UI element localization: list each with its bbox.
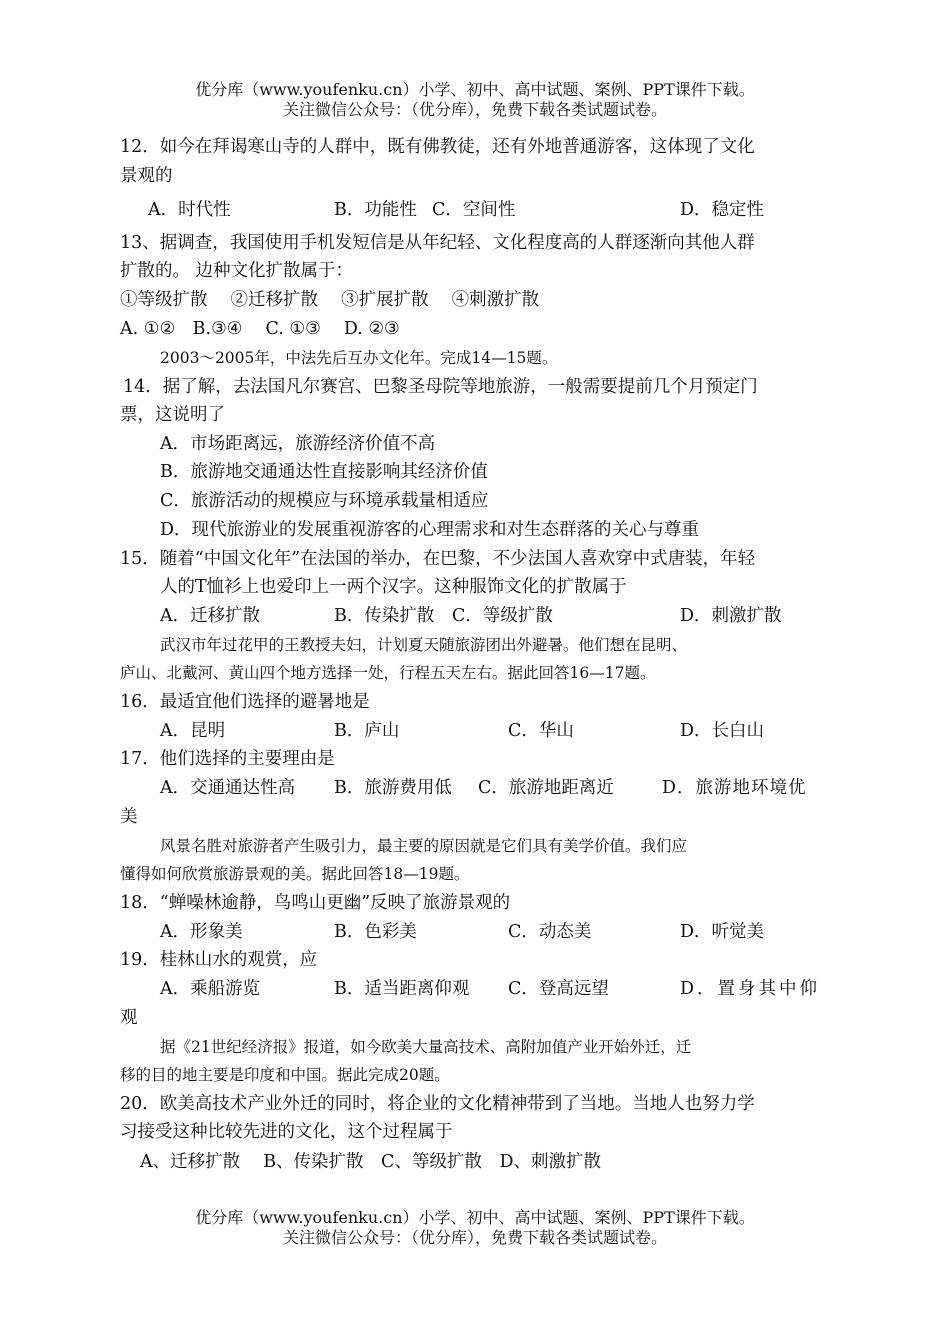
intro-20-line-2: 移的目的地主要是印度和中国。据此完成20题。	[120, 1066, 450, 1084]
q12-option-a: A．时代性	[148, 200, 231, 220]
q14-option-b: B．旅游地交通通达性直接影响其经济价值	[160, 462, 488, 482]
q19-option-d: D．置身其中仰	[680, 979, 821, 999]
q19-option-b: B．适当距离仰观	[334, 979, 470, 999]
q15-stem-line-2: 人的T恤衫上也爱印上一两个汉字。这种服饰文化的扩散属于	[160, 577, 627, 597]
q20-stem-line-1: 20．欧美高技术产业外迁的同时，将企业的文化精神带到了当地。当地人也努力学	[120, 1094, 755, 1114]
q16-option-b: B．庐山	[334, 721, 400, 741]
q14-option-d: D．现代旅游业的发展重视游客的心理需求和对生态群落的关心与尊重	[160, 520, 700, 540]
q17-stem: 17．他们选择的主要理由是	[120, 749, 335, 769]
q17-option-c: C．旅游地距离近	[478, 778, 614, 798]
intro-20-line-1: 据《21世纪经济报》报道，如今欧美大量高技术、高附加值产业开始外迁，迁	[160, 1038, 692, 1056]
q18-option-c: C．动态美	[508, 922, 592, 942]
q16-option-a: A．昆明	[160, 721, 226, 741]
header-line-1: 优分库（www.youfenku.cn）小学、初中、高中试题、案例、PPT课件下载。	[195, 80, 755, 99]
q18-option-d: D．听觉美	[680, 922, 765, 942]
q15-stem-line-1: 15．随着“中国文化年”在法国的举办，在巴黎，不少法国人喜欢穿中式唐装，年轻	[120, 549, 756, 569]
q19-option-c: C．登高远望	[508, 979, 609, 999]
q14-stem-line-2: 票，这说明了	[120, 405, 225, 425]
q15-option-a: A．迁移扩散	[160, 606, 261, 626]
q17-option-a: A．交通通达性高	[160, 778, 296, 798]
q20-options: A、迁移扩散 B、传染扩散 C、等级扩散 D、刺激扩散	[140, 1152, 601, 1172]
q14-option-a: A．市场距离远，旅游经济价值不高	[160, 434, 436, 454]
q14-option-c: C．旅游活动的规模应与环境承载量相适应	[160, 491, 489, 511]
q16-option-d: D．长白山	[680, 721, 765, 741]
q14-stem-line-1: 14．据了解，去法国凡尔赛宫、巴黎圣母院等地旅游，一般需要提前几个月预定门	[123, 377, 758, 397]
q12-option-c: C．空间性	[432, 200, 516, 220]
q18-option-b: B．色彩美	[334, 922, 417, 942]
q15-option-d: D．刺激扩散	[680, 606, 782, 626]
header-line-2: 关注微信公众号：（优分库），免费下载各类试题试卷。	[282, 100, 667, 119]
q18-stem: 18．“蝉噪林逾静，鸟鸣山更幽”反映了旅游景观的	[120, 893, 511, 913]
intro-18-19-line-1: 风景名胜对旅游者产生吸引力，最主要的原因就是它们具有美学价值。我们应	[160, 837, 688, 855]
intro-14-15: 2003～2005年，中法先后互办文化年。完成14—15题。	[160, 349, 558, 367]
q17-option-b: B．旅游费用低	[334, 778, 452, 798]
q13-options: A. ①② B.③④ C. ①③ D. ②③	[120, 319, 400, 339]
q13-items: ①等级扩散 ②迁移扩散 ③扩展扩散 ④刺激扩散	[120, 290, 540, 310]
q19-option-d-continued: 观	[120, 1008, 138, 1028]
footer-line-1: 优分库（www.youfenku.cn）小学、初中、高中试题、案例、PPT课件下载。	[195, 1208, 755, 1227]
q15-option-c: C．等级扩散	[452, 606, 553, 626]
q18-option-a: A．形象美	[160, 922, 243, 942]
q19-stem: 19．桂林山水的观赏，应	[120, 950, 318, 970]
q12-option-d: D．稳定性	[680, 200, 765, 220]
q17-option-d-continued: 美	[120, 807, 138, 827]
q13-stem-line-2: 扩散的。 边种文化扩散属于：	[120, 261, 354, 281]
q19-option-a: A．乘船游览	[160, 979, 261, 999]
q16-option-c: C．华山	[508, 721, 574, 741]
intro-18-19-line-2: 懂得如何欣赏旅游景观的美。据此回答18—19题。	[120, 865, 470, 883]
intro-16-17-line-2: 庐山、北戴河、黄山四个地方选择一处，行程五天左右。据此回答16—17题。	[120, 664, 656, 682]
q16-stem: 16．最适宜他们选择的避暑地是	[120, 692, 370, 712]
q12-option-b: B．功能性	[334, 200, 417, 220]
q15-option-b: B．传染扩散	[334, 606, 435, 626]
q12-stem-line-1: 12．如今在拜谒寒山寺的人群中，既有佛教徒，还有外地普通游客，这体现了文化	[120, 137, 755, 157]
q17-option-d: D．旅游地环境优	[662, 778, 807, 798]
q13-stem-line-1: 13、据调查，我国使用手机发短信是从年纪轻、文化程度高的人群逐渐向其他人群	[120, 233, 755, 253]
footer-line-2: 关注微信公众号：（优分库），免费下载各类试题试卷。	[282, 1228, 667, 1247]
intro-16-17-line-1: 武汉市年过花甲的王教授夫妇，计划夏天随旅游团出外避暑。他们想在昆明、	[160, 636, 688, 654]
q20-stem-line-2: 习接受这种比较先进的文化，这个过程属于	[120, 1122, 453, 1142]
q12-stem-line-2: 景观的	[120, 166, 173, 186]
